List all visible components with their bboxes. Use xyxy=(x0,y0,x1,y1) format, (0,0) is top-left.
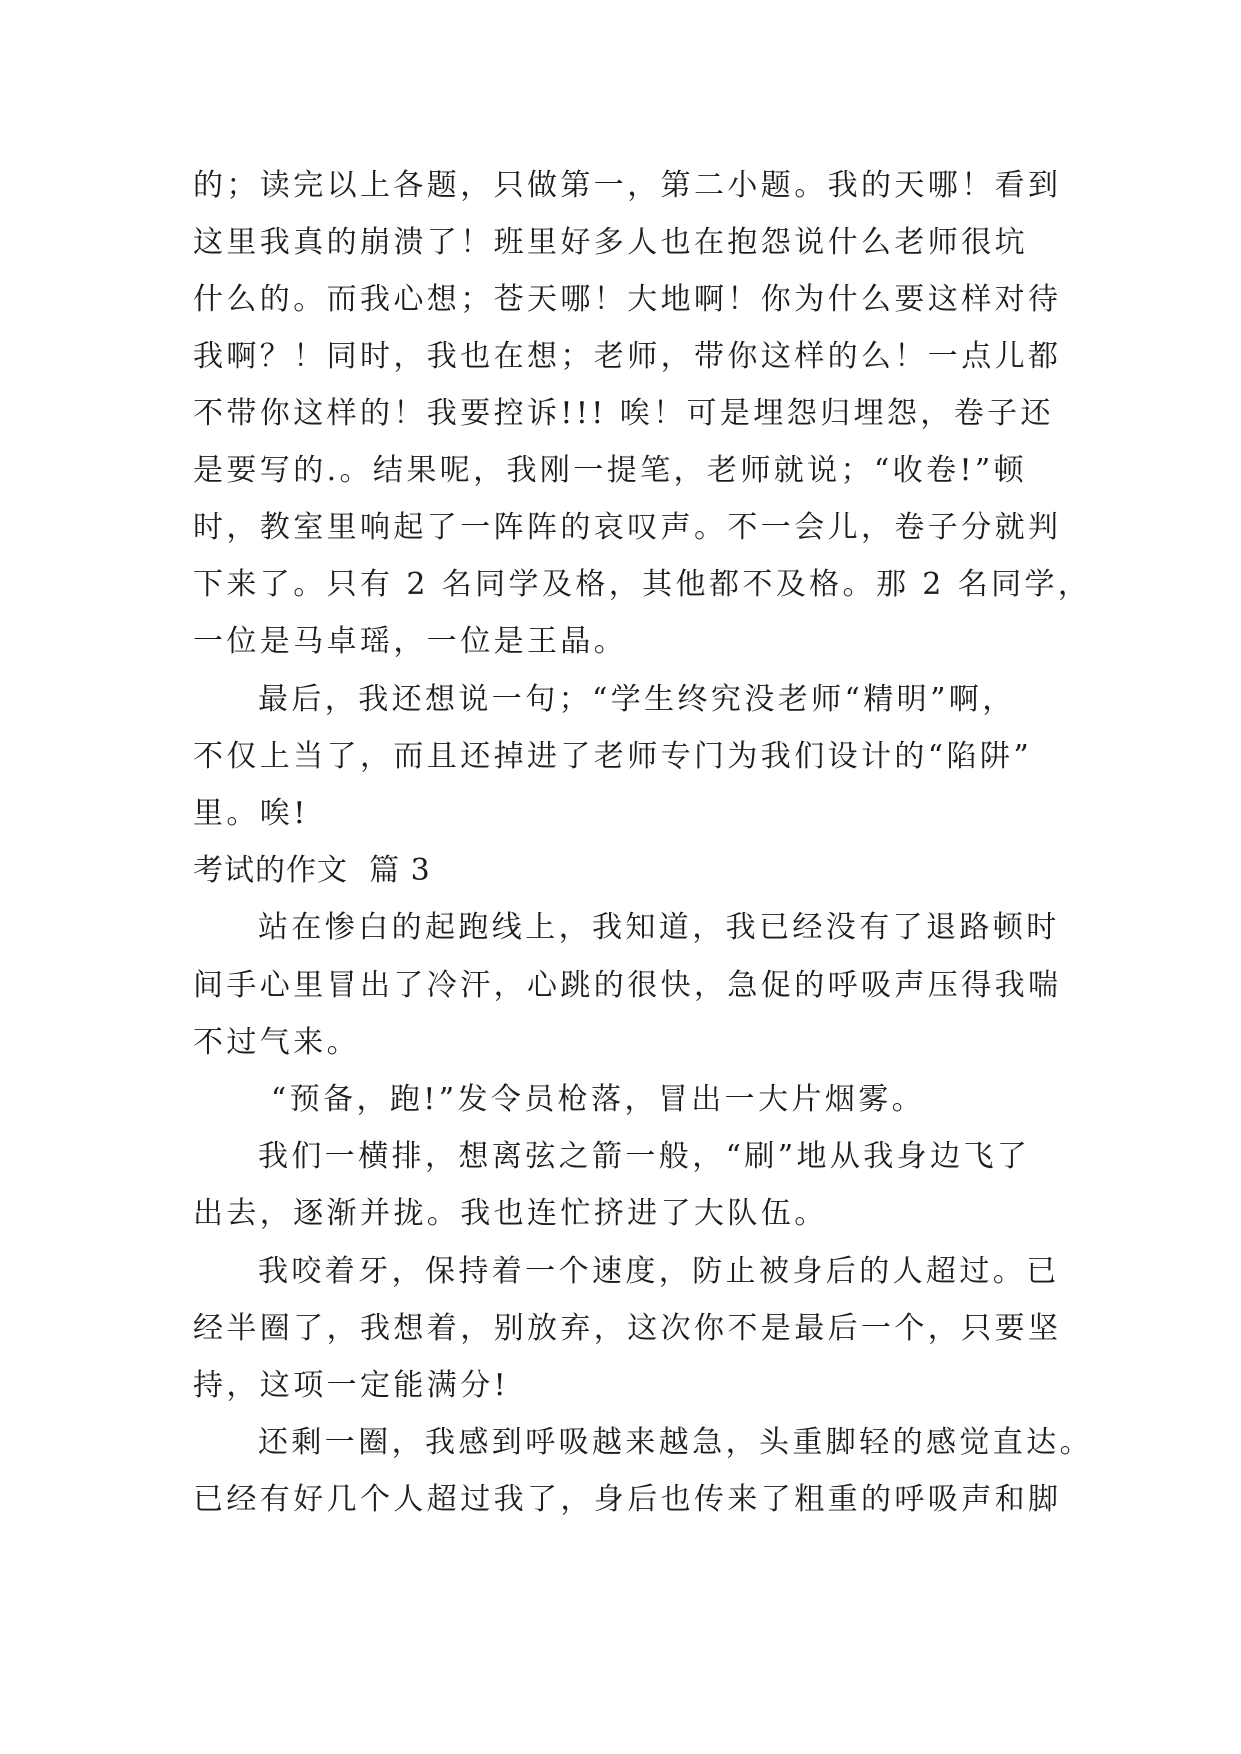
paragraph-line: 站在惨白的起跑线上，我知道，我已经没有了退路顿时 xyxy=(258,910,1060,945)
paragraph-line: 还剩一圈，我感到呼吸越来越急，头重脚轻的感觉直达。 xyxy=(258,1425,1093,1460)
paragraph-line: 持，这项一定能满分! xyxy=(193,1368,510,1403)
paragraph-line: 已经有好几个人超过我了，身后也传来了粗重的呼吸声和脚 xyxy=(193,1482,1062,1517)
paragraph-line: 出去，逐渐并拢。我也连忙挤进了大队伍。 xyxy=(193,1196,828,1231)
paragraph-line: 最后，我还想说一句；“学生终究没老师“精明”啊， xyxy=(258,682,1016,717)
paragraph-line: 里。唉! xyxy=(193,796,309,831)
paragraph-line: 时，教室里响起了一阵阵的哀叹声。不一会儿，卷子分就判 xyxy=(193,510,1062,545)
paragraph-line: 间手心里冒出了冷汗，心跳的很快，急促的呼吸声压得我喘 xyxy=(193,968,1062,1003)
paragraph-line: 是要写的.。结果呢，我刚一提笔，老师就说；“收卷!”顿 xyxy=(193,453,1028,488)
paragraph-line: 我们一横排，想离弦之箭一般，“刷”地从我身边飞了 xyxy=(258,1139,1031,1174)
paragraph-line: 什么的。而我心想；苍天哪！大地啊！你为什么要这样对待 xyxy=(193,282,1062,317)
paragraph-line: 一位是马卓瑶，一位是王晶。 xyxy=(193,624,628,659)
paragraph-line: 不过气来。 xyxy=(193,1025,360,1060)
paragraph-line: 不带你这样的！我要控诉!!! 唉！可是埋怨归埋怨，卷子还 xyxy=(193,396,1054,431)
paragraph-line: 不仅上当了，而且还掉进了老师专门为我们设计的“陷阱” xyxy=(193,739,1033,774)
paragraph-line: 下来了。只有 2 名同学及格，其他都不及格。那 2 名同学， xyxy=(193,567,1092,602)
paragraph-line: 这里我真的崩溃了！班里好多人也在抱怨说什么老师很坑 xyxy=(193,225,1028,260)
paragraph-line: 我咬着牙，保持着一个速度，防止被身后的人超过。已 xyxy=(258,1254,1060,1289)
paragraph-line: 经半圈了，我想着，别放弃，这次你不是最后一个，只要坚 xyxy=(193,1311,1062,1346)
section-heading: 考试的作文 篇 3 xyxy=(193,853,431,888)
paragraph-line: “预备，跑!”发令员枪落，冒出一大片烟雾。 xyxy=(258,1082,926,1117)
paragraph-line: 的；读完以上各题，只做第一，第二小题。我的天哪！看到 xyxy=(193,168,1062,203)
paragraph-line: 我啊？！同时，我也在想；老师，带你这样的么！一点儿都 xyxy=(193,339,1062,374)
